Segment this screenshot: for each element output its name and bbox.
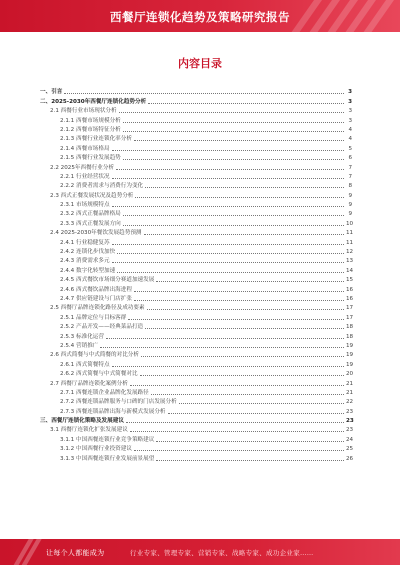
toc-entry-page: 17 xyxy=(346,305,354,312)
toc-entry[interactable] xyxy=(0,171,400,180)
toc-entry[interactable] xyxy=(0,293,400,302)
toc-dot-leader xyxy=(156,441,344,442)
toc-dot-leader xyxy=(123,215,344,216)
toc-dot-leader xyxy=(141,356,344,357)
footer-tagline: 行业专家、管理专家、营销专家、战略专家、成功企业家…… xyxy=(130,549,314,557)
toc-dot-leader xyxy=(130,385,344,386)
toc-dot-leader xyxy=(112,178,344,179)
toc-dot-leader xyxy=(168,413,344,414)
toc-entry-label: 一、引言 xyxy=(40,89,63,96)
document-title: 西餐厅连锁化趋势及策略研究报告 xyxy=(110,10,290,24)
toc-entry-page: 23 xyxy=(346,427,354,434)
toc-entry[interactable] xyxy=(0,142,400,151)
toc-dot-leader xyxy=(116,169,344,170)
toc-entry[interactable] xyxy=(0,311,400,320)
toc-dot-leader xyxy=(106,338,344,339)
toc-entry-label: 2.4.5 西式餐饮市场细分赛道加速发展 xyxy=(60,277,155,284)
toc-entry[interactable] xyxy=(0,246,400,255)
toc-dot-leader xyxy=(156,460,344,461)
toc-entry-page: 18 xyxy=(346,333,354,340)
toc-dot-leader xyxy=(64,93,344,94)
toc-entry-page: 3 xyxy=(348,89,352,96)
toc-entry[interactable] xyxy=(0,255,400,264)
toc-entry[interactable] xyxy=(0,236,400,245)
toc-entry-page: 19 xyxy=(346,342,354,349)
toc-dot-leader xyxy=(112,244,344,245)
toc-entry-label: 2.7 西餐厅品牌连锁化案例分析 xyxy=(50,380,128,387)
toc-entry-label: 2.5.4 营销推广 xyxy=(60,342,99,349)
toc-entry-page: 5 xyxy=(348,145,352,152)
toc-entry-label: 2.1.1 西餐市场规模分析 xyxy=(60,117,121,124)
toc-dot-leader xyxy=(123,122,344,123)
toc-entry[interactable] xyxy=(0,152,400,161)
toc-entry[interactable] xyxy=(0,114,400,123)
toc-dot-leader xyxy=(134,300,344,301)
toc-entry[interactable] xyxy=(0,321,400,330)
toc-dot-leader xyxy=(134,450,344,451)
toc-entry[interactable] xyxy=(0,208,400,217)
toc-entry-page: 6 xyxy=(348,155,352,162)
toc-entry-page: 23 xyxy=(346,408,354,415)
toc-entry-label: 2.4.2 连锁化步伐加快 xyxy=(60,249,116,256)
toc-entry-page: 7 xyxy=(348,173,352,180)
toc-entry[interactable] xyxy=(0,180,400,189)
toc-entry[interactable] xyxy=(0,124,400,133)
toc-entry-label: 2.5.1 品牌定位与目标客群 xyxy=(60,314,127,321)
toc-entry-label: 2.1.3 西餐行业连锁化率分析 xyxy=(60,136,132,143)
toc-dot-leader xyxy=(145,328,344,329)
toc-entry-page: 21 xyxy=(346,380,354,387)
toc-entry-label: 二、2025-2030年西餐厅连锁化趋势分析 xyxy=(40,98,147,105)
toc-dot-leader xyxy=(112,206,344,207)
toc-entry-label: 2.1.5 西餐行业发展趋势 xyxy=(60,155,121,162)
toc-entry-label: 3.1 西餐厅连锁化扩张发展建议 xyxy=(50,427,128,434)
toc-entry-label: 2.1.2 西餐市场特征分析 xyxy=(60,126,121,133)
toc-entry-page: 4 xyxy=(348,126,352,133)
toc-entry[interactable] xyxy=(0,368,400,377)
toc-entry-page: 7 xyxy=(348,164,352,171)
toc-dot-leader xyxy=(134,291,344,292)
header-banner xyxy=(0,0,400,32)
footer-slogan: 让每个人都能成为 xyxy=(46,549,105,557)
toc-dot-leader xyxy=(144,234,344,235)
toc-entry[interactable] xyxy=(0,274,400,283)
toc-entry-label: 2.5.2 产品开发——经典菜品打造 xyxy=(60,324,144,331)
toc-entry[interactable] xyxy=(0,302,400,311)
toc-entry-page: 17 xyxy=(346,314,354,321)
toc-entry-page: 16 xyxy=(346,295,354,302)
toc-entry-label: 2.3.3 西式正餐发展方向 xyxy=(60,220,121,227)
toc-entry-label: 2.5 西餐厅品牌连锁化路径及成功要素 xyxy=(50,305,145,312)
toc-entry-page: 23 xyxy=(346,418,354,425)
toc-entry-page: 15 xyxy=(346,277,354,284)
toc-dot-leader xyxy=(112,262,344,263)
toc-entry-page: 25 xyxy=(346,446,354,453)
toc-entry-label: 2.2 2025年西餐行业分析 xyxy=(50,164,115,171)
footer-banner xyxy=(0,539,400,565)
toc-dot-leader xyxy=(117,272,344,273)
toc-entry-page: 20 xyxy=(346,371,354,378)
toc-entry[interactable] xyxy=(0,161,400,170)
toc-entry-label: 2.6.2 西式简餐与中式简餐对比 xyxy=(60,371,138,378)
toc-entry[interactable] xyxy=(0,452,400,461)
toc-dot-leader xyxy=(145,187,344,188)
toc-entry[interactable] xyxy=(0,377,400,386)
toc-entry-page: 16 xyxy=(346,286,354,293)
toc-entry-label: 2.7.2 西餐连锁品牌服务与口碑的门店发展分析 xyxy=(60,399,177,406)
toc-entry-page: 8 xyxy=(348,183,352,190)
toc-dot-leader xyxy=(147,309,344,310)
toc-entry[interactable] xyxy=(0,264,400,273)
toc-entry-label: 2.7.1 西餐连锁企业品牌化发展路径 xyxy=(60,389,149,396)
toc-entry-label: 2.4.7 供应链建设与门店扩张 xyxy=(60,295,132,302)
toc-dot-leader xyxy=(140,375,344,376)
toc-entry[interactable] xyxy=(0,217,400,226)
table-of-contents xyxy=(0,86,400,462)
toc-entry-label: 2.1.4 西餐市场格局 xyxy=(60,145,110,152)
toc-dot-leader xyxy=(100,347,344,348)
toc-entry-page: 3 xyxy=(348,117,352,124)
toc-dot-leader xyxy=(135,197,344,198)
toc-entry-page: 14 xyxy=(346,267,354,274)
toc-dot-leader xyxy=(130,431,344,432)
toc-entry-page: 26 xyxy=(346,455,354,462)
toc-entry[interactable] xyxy=(0,105,400,114)
toc-entry-label: 2.3.2 西式正餐品牌格局 xyxy=(60,211,121,218)
toc-entry-label: 3.1.2 中国西餐行业投资建议 xyxy=(60,446,132,453)
toc-entry[interactable] xyxy=(0,283,400,292)
toc-entry-label: 2.4.1 行业稳健复苏 xyxy=(60,239,110,246)
toc-heading: 内容目录 xyxy=(178,57,222,70)
toc-dot-leader xyxy=(117,253,344,254)
toc-entry-page: 11 xyxy=(346,239,354,246)
toc-dot-leader xyxy=(112,366,344,367)
toc-entry-page: 4 xyxy=(348,136,352,143)
toc-entry-label: 2.4.6 西式餐饮品牌出海进程 xyxy=(60,286,132,293)
toc-dot-leader xyxy=(123,225,344,226)
toc-entry-page: 3 xyxy=(348,108,352,115)
toc-entry-label: 2.7.3 西餐连锁品牌出海与新模式发展分析 xyxy=(60,408,166,415)
toc-entry[interactable] xyxy=(0,424,400,433)
toc-entry-page: 3 xyxy=(348,98,352,105)
toc-entry[interactable] xyxy=(0,189,400,198)
toc-entry[interactable] xyxy=(0,227,400,236)
toc-dot-leader xyxy=(123,159,344,160)
toc-entry-label: 2.2.2 消费者需求与消费行为变化 xyxy=(60,183,144,190)
toc-entry-page: 11 xyxy=(346,230,354,237)
toc-dot-leader xyxy=(134,140,344,141)
toc-entry[interactable] xyxy=(0,405,400,414)
toc-dot-leader xyxy=(126,422,344,423)
toc-entry-page: 9 xyxy=(348,192,352,199)
toc-entry[interactable] xyxy=(0,433,400,442)
toc-entry-page: 19 xyxy=(346,361,354,368)
toc-entry[interactable] xyxy=(0,415,400,424)
toc-dot-leader xyxy=(128,319,344,320)
toc-entry[interactable] xyxy=(0,358,400,367)
toc-entry-label: 2.4 2025-2030年餐饮发展趋势预测 xyxy=(50,230,142,237)
toc-entry[interactable] xyxy=(0,396,400,405)
toc-entry-page: 19 xyxy=(346,352,354,359)
toc-entry-label: 2.6 西式简餐与中式简餐的对比分析 xyxy=(50,352,139,359)
toc-entry-label: 2.5.3 标准化运营 xyxy=(60,333,104,340)
toc-entry[interactable] xyxy=(0,340,400,349)
toc-entry-label: 3.1.1 中国西餐连锁行业竞争策略建议 xyxy=(60,436,155,443)
toc-entry-label: 2.4.3 消费需求多元 xyxy=(60,258,110,265)
toc-dot-leader xyxy=(112,150,344,151)
toc-entry-label: 2.3.1 市场规模特点 xyxy=(60,202,110,209)
toc-entry[interactable] xyxy=(0,443,400,452)
toc-entry-page: 12 xyxy=(346,249,354,256)
toc-entry-label: 3.1.3 中国西餐连锁行业发展前景展望 xyxy=(60,455,155,462)
toc-entry-label: 2.1 西餐行业市场现状分析 xyxy=(50,108,117,115)
toc-entry[interactable] xyxy=(0,199,400,208)
toc-entry-page: 10 xyxy=(346,220,354,227)
toc-entry-page: 21 xyxy=(346,389,354,396)
toc-entry-label: 2.6.1 西式简餐特点 xyxy=(60,361,110,368)
toc-entry-page: 24 xyxy=(346,436,354,443)
toc-entry-label: 2.3 西式正餐发展状况及趋势分析 xyxy=(50,192,134,199)
toc-entry[interactable] xyxy=(0,349,400,358)
toc-dot-leader xyxy=(119,112,344,113)
toc-entry-page: 22 xyxy=(346,399,354,406)
toc-dot-leader xyxy=(156,281,344,282)
toc-entry-page: 18 xyxy=(346,324,354,331)
toc-dot-leader xyxy=(148,103,344,104)
toc-dot-leader xyxy=(179,403,344,404)
toc-entry-page: 9 xyxy=(348,211,352,218)
toc-entry-page: 13 xyxy=(346,258,354,265)
toc-entry-label: 2.2.1 行业经营状况 xyxy=(60,173,110,180)
toc-dot-leader xyxy=(123,131,344,132)
toc-dot-leader xyxy=(151,394,344,395)
toc-entry[interactable] xyxy=(0,95,400,104)
toc-entry[interactable] xyxy=(0,330,400,339)
toc-entry-label: 2.4.4 数字化转型加速 xyxy=(60,267,116,274)
toc-entry[interactable] xyxy=(0,86,400,95)
toc-entry[interactable] xyxy=(0,387,400,396)
toc-entry-page: 9 xyxy=(348,202,352,209)
toc-entry-label: 三、西餐厅连锁化策略及发展建议 xyxy=(40,418,124,425)
toc-entry[interactable] xyxy=(0,133,400,142)
